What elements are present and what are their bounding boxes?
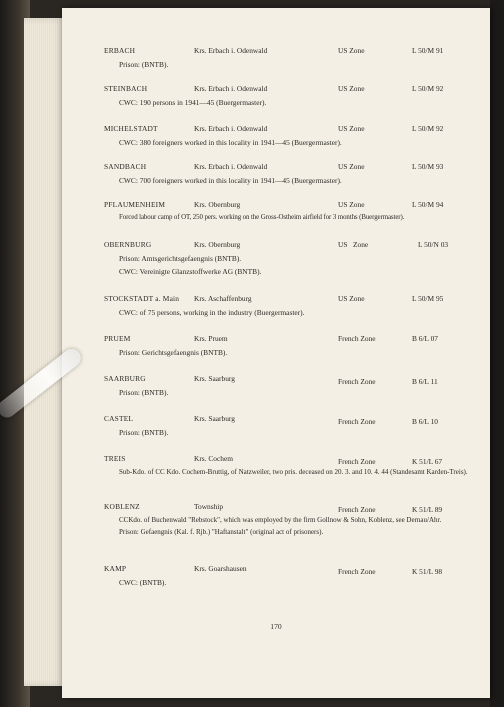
detail-text: Gefaengnis (Kal. f. Rjb.) "Haftanstalt" (original act of prisoners).	[140, 528, 324, 537]
entry-map-ref: B 6/L 07	[412, 334, 439, 343]
entry-detail	[62, 468, 490, 477]
detail-label: CWC:	[119, 176, 138, 185]
entry-zone: French Zone	[338, 567, 376, 576]
entry-district: Township	[194, 502, 224, 511]
entry-zone: French Zone	[338, 457, 376, 466]
page-number: 170	[270, 622, 282, 631]
entry-map-ref: L 50/M 92	[412, 124, 444, 133]
entry-sandbach	[62, 162, 490, 186]
detail-label: Prison:	[119, 428, 140, 437]
detail-label: Prison:	[119, 254, 140, 263]
detail-label: Prison:	[119, 388, 140, 397]
entry-place: ERBACH	[104, 46, 136, 55]
entry-zone: French Zone	[338, 417, 376, 426]
entry-detail	[62, 267, 490, 277]
entry-map-ref: L 50/M 91	[412, 46, 444, 55]
entry-district: Krs. Obernburg	[194, 240, 241, 249]
entry-map-ref: B 6/L 11	[412, 377, 438, 386]
entry-zone: US Zone	[338, 162, 365, 171]
detail-text: Forced labour camp of OT, 250 pers. working on the Gross-Ostheim airfield for 3 months (Buergermaster).	[119, 214, 405, 221]
detail-text: Gerichtsgefaengnis (BNTB).	[141, 348, 228, 357]
entry-map-ref: L 50/M 95	[412, 294, 444, 303]
entry-zone: US Zone	[338, 200, 365, 209]
entry-district: Krs. Erbach i. Odenwald	[194, 162, 268, 171]
entry-detail	[62, 60, 490, 70]
entry-zone: US Zone	[338, 294, 365, 303]
entry-map-ref: K 51/L 89	[412, 505, 443, 514]
entry-zone: French Zone	[338, 377, 376, 386]
entry-saarburg	[62, 374, 490, 398]
entry-zone: US Zone	[338, 240, 369, 249]
entry-stockstadt	[62, 294, 490, 318]
detail-text: CCKdo. of Buchenwald "Rebstock", which was employed by the firm Gollnow & Sohn, Koblenz, see Dernau/Ahr.	[119, 516, 442, 524]
detail-label: CWC:	[119, 98, 138, 107]
entry-district: Krs. Cochem	[194, 454, 233, 463]
entry-detail	[62, 528, 490, 537]
entry-place: CASTEL	[104, 414, 134, 423]
entry-place: MICHELSTADT	[104, 124, 158, 133]
entry-detail	[62, 578, 490, 588]
entry-place: STEINBACH	[104, 84, 148, 93]
entry-place: SANDBACH	[104, 162, 147, 171]
entry-obernburg	[62, 240, 490, 276]
entry-place: KOBLENZ	[104, 502, 140, 511]
entry-detail	[62, 308, 490, 318]
entry-michelstadt	[62, 124, 490, 148]
detail-text: 190 persons in 1941—45 (Buergermaster).	[139, 98, 267, 107]
entry-district: Krs. Erbach i. Odenwald	[194, 84, 268, 93]
entry-detail	[62, 428, 490, 438]
entry-map-ref: L 50/N 03	[418, 240, 449, 249]
entry-place: SAARBURG	[104, 374, 146, 383]
entry-district: Krs. Erbach i. Odenwald	[194, 124, 268, 133]
entry-zone: US Zone	[338, 84, 365, 93]
detail-text: Amtsgerichtsgefaengnis (BNTB).	[141, 254, 242, 263]
detail-label: Prison:	[119, 348, 140, 357]
entry-place: TREIS	[104, 454, 126, 463]
entry-koblenz	[62, 502, 490, 537]
entry-place: KAMP	[104, 564, 127, 573]
right-background	[490, 0, 504, 707]
entry-detail	[62, 516, 490, 525]
entry-zone: French Zone	[338, 334, 376, 343]
entry-detail	[62, 138, 490, 148]
entry-detail	[62, 98, 490, 108]
detail-text: (BNTB).	[141, 388, 169, 397]
entry-erbach	[62, 46, 490, 70]
document-page	[62, 8, 490, 698]
entry-zone: US Zone	[338, 124, 365, 133]
entry-district: Krs. Saarburg	[194, 374, 235, 383]
entry-map-ref: L 50/M 92	[412, 84, 444, 93]
entry-district: Krs. Saarburg	[194, 414, 235, 423]
detail-text: Sub-Kdo. of CC Kdo. Cochem-Bruttig, of Natzweiler, two pris. deceased on 20. 3. and 10. 4. 44 (Standesamt Karden-Treis).	[119, 468, 468, 476]
entry-zone: French Zone	[338, 505, 376, 514]
entry-treis	[62, 454, 490, 477]
entry-detail	[62, 388, 490, 398]
entry-castel	[62, 414, 490, 438]
entry-detail	[62, 176, 490, 186]
entry-detail	[62, 254, 490, 264]
entry-pflaumenheim	[62, 200, 490, 223]
detail-text: 380 foreigners worked in this locality in 1941—45 (Buergermaster).	[139, 138, 342, 147]
detail-label: Prison:	[119, 528, 139, 537]
detail-text: Vereinigte Glanzstoffwerke AG (BNTB).	[139, 266, 262, 276]
entry-place: PFLAUMENHEIM	[104, 200, 166, 209]
entry-map-ref: K 51/L 67	[412, 457, 443, 466]
entry-district: Krs. Goarshausen	[194, 564, 247, 573]
entry-map-ref: L 50/M 94	[412, 200, 444, 209]
entry-map-ref: K 51/L 98	[412, 567, 443, 576]
detail-label: CWC:	[119, 138, 138, 147]
detail-label: CWC:	[119, 266, 138, 276]
entry-map-ref: B 6/L 10	[412, 417, 439, 426]
entry-district: Krs. Erbach i. Odenwald	[194, 46, 268, 55]
detail-text: (BNTB).	[141, 428, 169, 437]
entry-district: Krs. Obernburg	[194, 200, 241, 209]
entry-steinbach	[62, 84, 490, 108]
entry-detail	[62, 214, 490, 223]
detail-label: Prison:	[119, 60, 140, 69]
detail-text: (BNTB).	[139, 578, 167, 587]
detail-text: (BNTB).	[141, 60, 169, 69]
detail-text: of 75 persons, working in the industry (Buergermaster).	[139, 308, 305, 317]
detail-label: CWC:	[119, 578, 138, 587]
entry-district: Krs. Aschaffenburg	[194, 294, 252, 303]
entry-place: OBERNBURG	[104, 240, 152, 249]
entry-place: PRUEM	[104, 334, 131, 343]
detail-label: CWC:	[119, 308, 138, 317]
entry-detail	[62, 348, 490, 358]
page-edges	[24, 18, 66, 686]
entry-place: STOCKSTADT a. Main	[104, 294, 180, 303]
entry-pruem	[62, 334, 490, 358]
detail-text: 700 foreigners worked in this locality in 1941—45 (Buergermaster).	[139, 176, 342, 185]
entry-kamp	[62, 564, 490, 588]
entry-district: Krs. Pruem	[194, 334, 228, 343]
entry-zone: US Zone	[338, 46, 365, 55]
entry-map-ref: L 50/M 93	[412, 162, 444, 171]
